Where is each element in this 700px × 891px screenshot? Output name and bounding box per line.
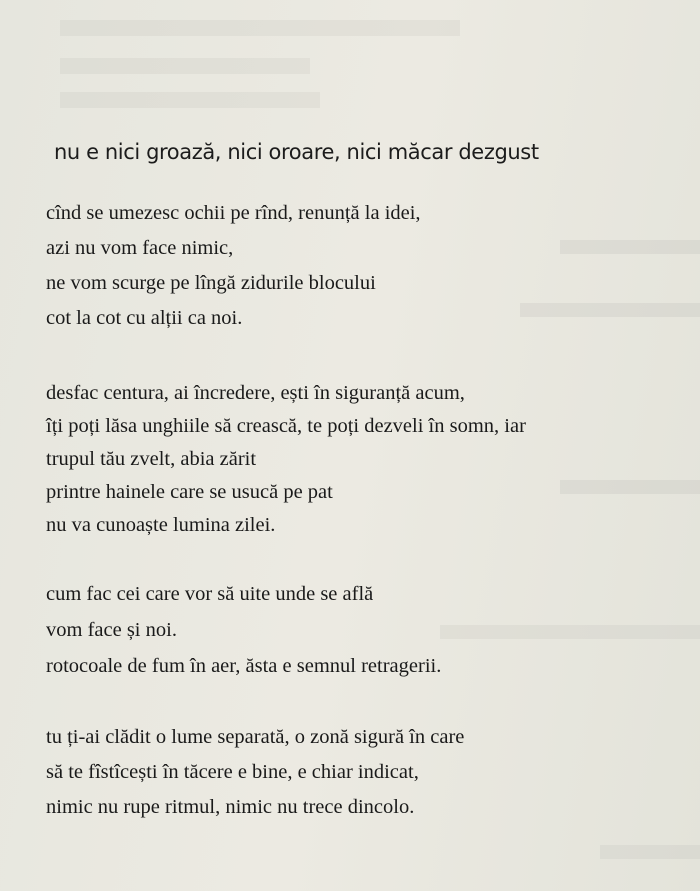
- verse-line: nimic nu rupe ritmul, nimic nu trece dincolo.: [46, 796, 415, 818]
- verse-line: cînd se umezesc ochii pe rînd, renunță la idei,: [46, 202, 421, 224]
- verse-line: tu ți-ai clădit o lume separată, o zonă sigură în care: [46, 726, 465, 748]
- verse-line: să te fîstîcești în tăcere e bine, e chiar indicat,: [46, 761, 419, 783]
- verse-line: printre hainele care se usucă pe pat: [46, 481, 333, 503]
- verse-line: desfac centura, ai încredere, ești în siguranță acum,: [46, 382, 465, 404]
- verse-line: cot la cot cu alții ca noi.: [46, 307, 243, 329]
- verse-line: rotocoale de fum în aer, ăsta e semnul retragerii.: [46, 655, 442, 677]
- verse-line: nu va cunoaște lumina zilei.: [46, 514, 276, 536]
- verse-line: cum fac cei care vor să uite unde se află: [46, 583, 374, 605]
- stanza-4: [46, 720, 464, 825]
- verse-line: ne vom scurge pe lîngă zidurile blocului: [46, 272, 376, 294]
- verse-line: vom face și noi.: [46, 619, 177, 641]
- verse-line: trupul tău zvelt, abia zărit: [46, 448, 257, 470]
- verse-line: azi nu vom face nimic,: [46, 237, 234, 259]
- stanza-2: [46, 377, 526, 542]
- stanza-3: [46, 576, 441, 684]
- stanza-1: [46, 196, 421, 336]
- verse-line: îți poți lăsa unghiile să crească, te poți dezveli în somn, iar: [46, 415, 526, 437]
- poem-title: nu e nici groază, nici oroare, nici măcar dezgust: [54, 140, 539, 164]
